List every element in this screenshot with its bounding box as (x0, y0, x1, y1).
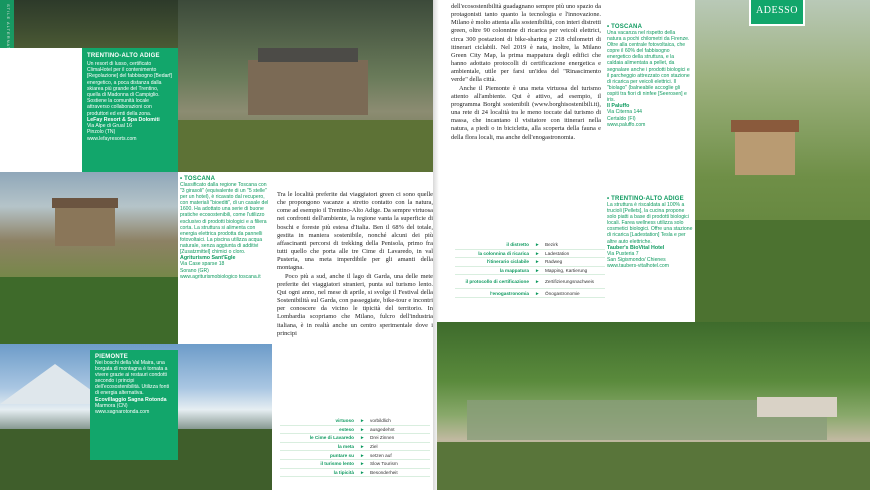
toscana-left-region: • TOSCANA (180, 176, 216, 182)
piemonte-name: Ecovillaggio Sagna Rotonda (95, 396, 167, 403)
toscana-right-city: Certaldo (FI) (607, 115, 636, 122)
left-glossary-row: la tipicità ► Besonderheit (280, 469, 430, 478)
trentino-right-city: San Sigismondo/ Chienes (607, 257, 666, 264)
trentino-name: LeFay Resort & Spa Dolomiti (87, 116, 160, 123)
trentino-text: Un resort di lusso, certificato ClimaHotel per il contenimento [Regolazione] del fabbisogno [Bedarf] energetico, a poca distanza dalla skiarea più grande del Trentino, quella di Madonna di Campiglio. Sostiene la comunità locale attraverso collaborazioni con produttori ed enti della zona. (87, 61, 172, 117)
tuscany-villa-roof (731, 120, 799, 132)
toscana-left-address: Via Case sparse 18 (180, 261, 225, 268)
left-main-text (277, 191, 433, 338)
pond-flowers (437, 442, 870, 490)
right-glossary (455, 241, 605, 298)
toscana-right-text: Una vacanza nel rispetto della natura a pochi chilometri da Firenze. Oltre alla centrale fotovoltaica, che copre il 60% del fabbisogno energetico della struttura, e la caldaia alimentata a pellet, da segnalare anche i prodotti biologici e il parcheggio attrezzato con stazione di ricarica per veicoli elettrici. Il "biolago" (balneabile accoglie gli ospiti tra fiori di ninfee [Seerosen] e iris. (607, 30, 690, 104)
resort-photo-left (90, 0, 178, 48)
trentino-right-address: Via Pusteria 7 (607, 250, 639, 257)
toscana-right-region: • TOSCANA (607, 24, 643, 30)
right-glossary-row: il protocollo di certificazione ► Zertifizierungsnachweis (455, 275, 605, 289)
trentino-city: Pinzolo (TN) (87, 129, 116, 136)
piemonte-box (90, 350, 178, 460)
toscana-right (607, 24, 691, 128)
toscana-right-name: Il Paluffo (607, 103, 630, 110)
side-strip (0, 0, 14, 61)
trentino-address: Via Alpe di Grual 16 (87, 123, 132, 130)
side-strip-text: STILE ALTERNATIVO (6, 4, 11, 61)
left-glossary-row: la meta ► Ziel (280, 443, 430, 452)
right-glossary-row: l'enogastronomia ► Önogastronomie (455, 289, 605, 298)
toscana-left (180, 176, 272, 280)
trentino-right-name: Tauber's BioVital Hotel (607, 244, 665, 251)
left-glossary-row: puntare su ► setzen auf (280, 451, 430, 460)
left-glossary-row: esteso ► ausgedehnt (280, 426, 430, 435)
piemonte-city: Marmora (CN) (95, 402, 128, 409)
adesso-badge-text: ADESSO (756, 5, 798, 16)
trentino-right-text: La struttura è riscaldata al 100% a trucioli [Pellets], la cucina propone solo piatti a base di prodotti biologici locali. Farea wellness utilizza solo cosmetici biologici. Offre una stazione di ricarica [Ladestation] Tesla e per altre auto elettriche. (607, 202, 693, 245)
right-glossary-row: il distretto ► Bezirk (455, 241, 605, 250)
right-main-text (451, 3, 601, 142)
right-glossary-row: la mappatura ► Mapping, Kartierung (455, 267, 605, 276)
toscana-left-city: Sorano (GR) (180, 267, 209, 274)
resort-building (248, 60, 368, 115)
tuscany-villa (735, 130, 795, 175)
toscana-right-address: Via Citerna 144 (607, 109, 643, 116)
pond-photo (437, 322, 870, 490)
piemonte-text: Nei boschi della Val Maira, una borgata di montagna è tornata a vivere grazie ai restauri condotti secondo i principi dell'ecosostenibilità. Utilizza fonti di energia alternativa. (95, 360, 170, 397)
left-glossary-row: le Cime di Lavaredo ► Drei Zinnen (280, 434, 430, 443)
resort-photo (178, 0, 433, 172)
tuscany-photo (695, 0, 870, 322)
right-paragraph-2: Anche il Piemonte è una meta virtuosa del turismo attento all'ambiente. Qui è attivo, ad esempio, il programma Borghi sostenibili (www.borghisostenibili.it), una rete di 24 località tra le meno toccate dal turismo di massa, che incantano il visitatore con itinerari nella natura, a piedi o in bicicletta, alla scoperta della fauna e della flora locali, ma anche dell'enogastronomia. (451, 84, 601, 141)
trentino-box (82, 48, 178, 172)
piemonte-web[interactable]: www.sagnarotonda.com (95, 408, 150, 415)
right-page (437, 0, 870, 490)
trentino-region: TRENTINO-ALTO ADIGE (87, 53, 160, 59)
left-glossary-row: il turismo lento ► Slow Tourism (280, 460, 430, 469)
trentino-right-region: • TRENTINO-ALTO ADIGE (607, 196, 684, 202)
tuscany-trees (695, 220, 870, 322)
toscana-left-web[interactable]: www.agriturismobiologico toscana.it (180, 273, 261, 280)
piemonte-region: PIEMONTE (95, 354, 128, 360)
toscana-left-name: Agriturismo Sant'Egle (180, 255, 236, 262)
left-paragraph-2: Poco più a sud, anche il lago di Garda, una delle mete preferite dei viaggiatori stranieri, punta sul turismo lento. Qui ogni anno, nel mese di aprile, si svolge il Festival della Sostenibilità sul Garda, con passeggiate, bike-tour e incontri per conoscere da vicino le tipicità del territorio. In Lombardia scopriamo che Milano, fulcro dell'industria italiana, è in realtà anche un centro sperimentale dove i principi (277, 272, 433, 337)
toscana-right-web[interactable]: www.paluffo.com (607, 121, 646, 128)
trentino-right-web[interactable]: www.taubers-vitalhotel.com (607, 263, 669, 270)
lounge-chairs (757, 397, 837, 417)
trentino-right (607, 196, 693, 269)
toscana-left-text: Classificato dalla regione Toscana con "3 girasoli" (equivalente di un "5 stelle" per un hotel), è ricavato dal recupero, con materiali "bioediti", di un casale del 1600. Ha adottato una serie di buone pratiche ecosostenibili, come l'utilizzo esclusivo di prodotti biologici e a filiera corta. La struttura si alimenta con energia elettrica prodotta da pannelli fotovoltaici. La piscina utilizza acqua naturale, senza aggiunta di additivi [Zusatzmittel] chimici o cloro. (180, 182, 269, 256)
right-paragraph-1: dell'ecosostenibilità guadagnano sempre più uno spazio da protagonisti tanto quanto la tecnologia e l'innovazione. Milano è molto attenta alla sostenibilità, con interi distretti green, oltre 90 colonnine di ricarica per veicoli elettrici, circa 300 postazioni di bike-sharing e 218 chilometri di itinerari ciclabili. Nel 2019 è nata, inoltre, la Milano Green City Map, la prima mappatura degli edifici che hanno adottato protocolli di certificazione energetica e ambientale, utile per farsi un'idea del "Rinascimento verde" della città. (451, 3, 601, 84)
farmhouse-roof (52, 198, 118, 208)
left-paragraph-1: Tra le località preferite dai viaggiatori green ci sono quelle che propongono vacanze a stretto contatto con la natura, come ad esempio il Trentino-Alto Adige. Da sempre virtuosa nei confronti dell'ambiente, la regione vanta la superficie di boschi e foreste più estesa d'Italia. Ben il 68% del totale, gestita in maniera sostenibile, nonché alcuni dei più affascinanti percorsi di trekking della Penisola, primo fra tutti quello che porta alle tre Cime di Lavaredo, in val Pusteria, una meta imperdibile per gli amanti della montagna. (277, 191, 434, 272)
left-glossary (280, 417, 430, 477)
right-glossary-row: la colonnina di ricarica ► Ladestation (455, 250, 605, 259)
resort-roof (258, 48, 358, 62)
trentino-web[interactable]: www.lefayresorts.com (87, 135, 137, 142)
farmhouse-building (55, 206, 115, 246)
adesso-badge (749, 0, 805, 26)
farmhouse-photo (0, 172, 178, 344)
resort-lawn (178, 120, 433, 172)
garden-flowers (0, 277, 178, 344)
right-glossary-row: l'itinerario ciclabile ► Radweg (455, 258, 605, 267)
left-glossary-row: virtuoso ► vorbildlich (280, 417, 430, 426)
